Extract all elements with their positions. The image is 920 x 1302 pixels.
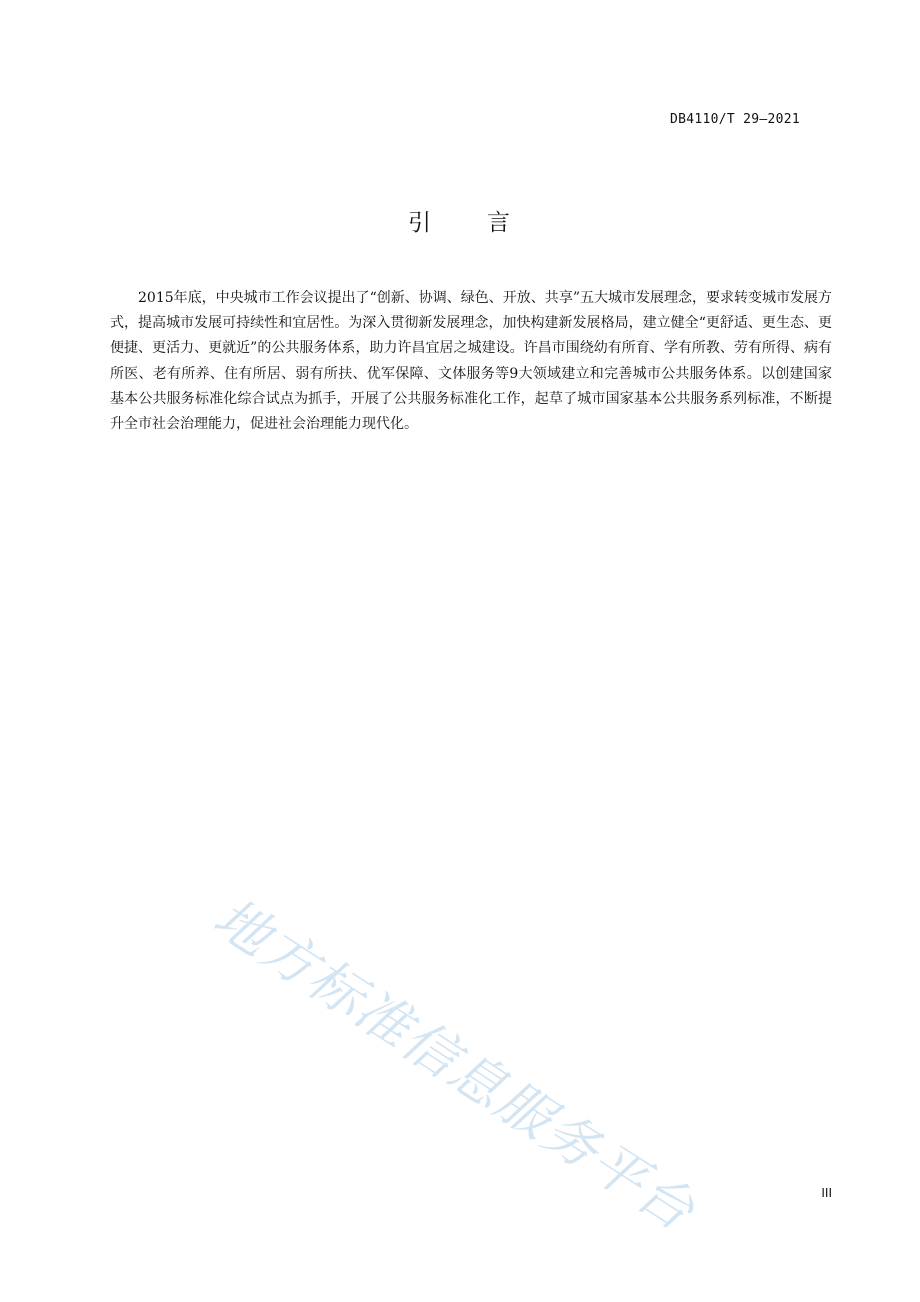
section-title-char-1: 引 (408, 210, 433, 236)
section-title (0, 204, 920, 237)
document-code: DB4110/T 29—2021 (669, 112, 800, 127)
introduction-paragraph: 2015年底，中央城市工作会议提出了“创新、协调、绿色、开放、共享”五大城市发展理念，要求转变城市发展方式，提高城市发展可持续性和宜居性。为深入贯彻新发展理念，加快构建新发展格局，建立健全“更舒适、更生态、更便捷、更活力、更就近”的公共服务体系，助力许昌宜居之城建设。许昌市围绕幼有所育、学有所教、劳有所得、病有所医、老有所养、住有所居、弱有所扶、优军保障、文体服务等9大领域建立和完善城市公共服务体系。以创建国家基本公共服务标准化综合试点为抓手，开展了公共服务标准化工作，起草了城市国家基本公共服务系列标准，不断提升全市社会治理能力，促进社会治理能力现代化。 (110, 290, 832, 433)
page-number: III (821, 1186, 832, 1200)
watermark: 地方标准信息服务平台 (202, 885, 707, 1244)
section-title-char-2: 言 (487, 210, 512, 236)
